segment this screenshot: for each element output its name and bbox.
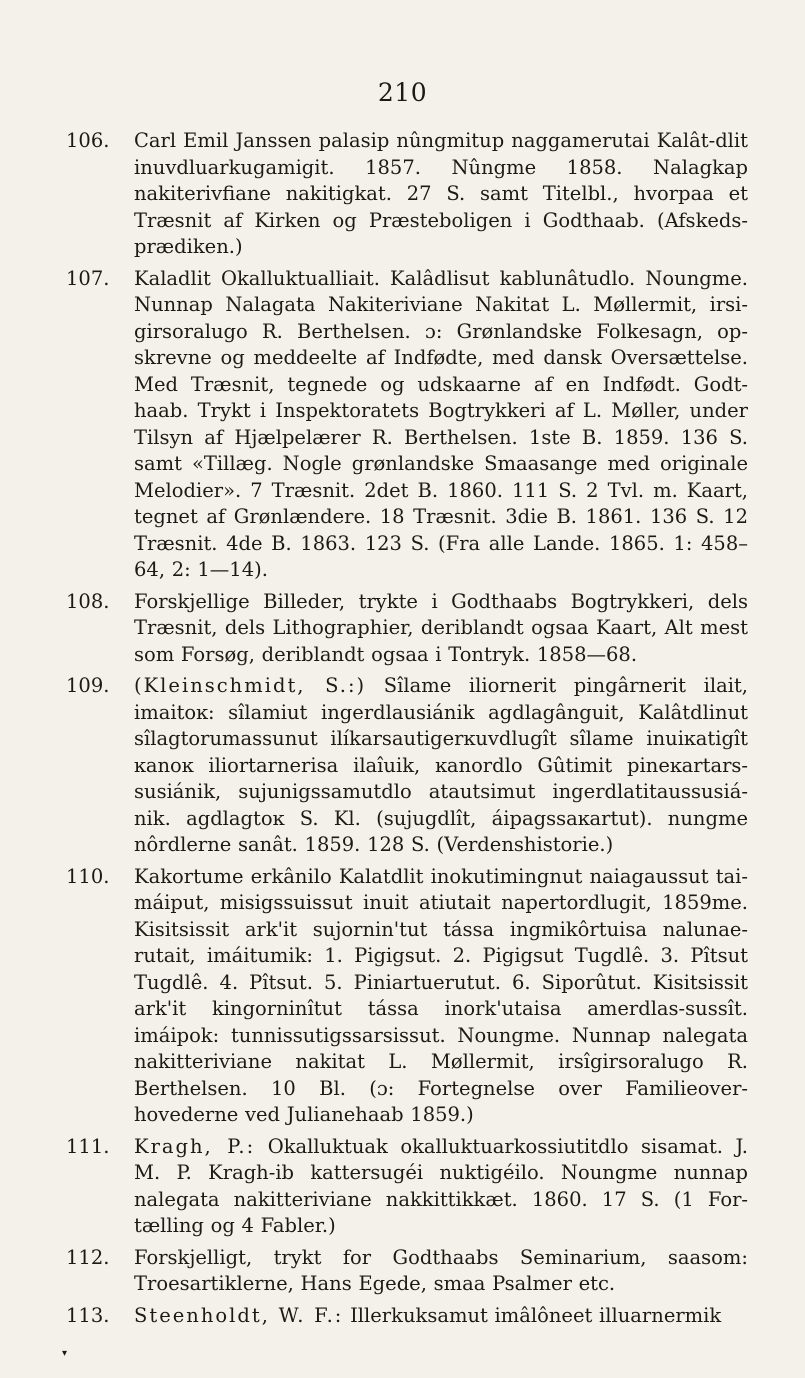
page-number: 210 — [377, 78, 428, 107]
entry-text: Illerkuksamut imâlôneet illuarnermik — [350, 1303, 722, 1327]
entry-number: 113. — [66, 1303, 110, 1327]
entry-text: Forskjellige Billeder, trykte i Godthaabs Bogtrykkeri, dels Træsnit, dels Lithographier, deriblandt ogsaa Kaart, Alt mest som Forsøg, deriblandt ogsaa i Tontryk. 1858—68. — [134, 589, 748, 666]
entry-number: 110. — [66, 864, 110, 888]
entry-106 — [66, 128, 748, 261]
entry-text: Sîlame iliornerit pingârnerit ilait, imaitoĸ: sîlamiut ingerdlausiánik agdlagânguit, Kalâtdlinut sîlagtorumassunut ilíkarsautigerĸuvdlugît sîlame inuiĸatigît ĸanoĸ iliortarnerisa ilaîuik, ĸanordlo Gûtimit pineĸartars-susiánik, sujunigssamutdlo atautsimut ingerdlatitaussusiá-nik. agdlagtoĸ S. Kl. (sujugdlît, áipagssaĸartut). nungme nôrdlerne sanât. 1859. 128 S. (Verdenshistorie.) — [134, 674, 749, 856]
entry-body — [134, 1303, 748, 1330]
entry-112 — [66, 1245, 748, 1298]
entry-113 — [66, 1303, 748, 1330]
printer-mark-icon: ▾ — [62, 1348, 68, 1359]
entry-number: 106. — [66, 129, 110, 152]
entry-text: Forskjelligt, trykt for Godthaabs Seminarium, saasom: Troesartiklerne, Hans Egede, smaa Psalmer etc. — [134, 1245, 748, 1295]
entry-text: Kaladlit Okalluktualliait. Kalâdlisut kablunâtudlo. Noungme. Nunnap Nalagata Nakiteriviane Nakitat L. Møllermit, irsi-girsoralugo R. Berthelsen. ɔ: Grønlandske Folkesagn, op-skrevne og meddeelte af Indfødte, med dansk Oversættelse. Med Træsnit, tegnede og udskaarne af en Indfødt. Godt-haab. Trykt i Inspektoratets Bogtrykkeri af L. Møller, under Tilsyn af Hjælpelærer R. Berthelsen. 1ste B. 1859. 136 S. samt «Tillæg. Nogle grønlandske Smaasange med originale Melodier». 7 Træsnit. 2det B. 1860. 111 S. 2 Tvl. m. Kaart, tegnet af Grønlændere. 18 Træsnit. 3die B. 1861. 136 S. 12 Træsnit. 4de B. 1863. 123 S. (Fra alle Lande. 1865. 1: 458–64, 2: 1—14). — [134, 266, 748, 581]
entry-107 — [66, 266, 748, 584]
entry-body — [134, 673, 748, 859]
entry-110 — [66, 864, 748, 1129]
entry-109 — [66, 673, 748, 859]
entry-text: Okalluktuak okalluktuarkossiutitdlo sisamat. J. M. P. Kragh-ib kattersugéi nuktigéilo. Noungme nunnap nalegata nakitteriviane nakkittikkæt. 1860. 17 S. (1 For-tælling og 4 Fabler.) — [134, 1134, 748, 1237]
entry-number: 109. — [66, 674, 110, 697]
entry-111 — [66, 1134, 748, 1240]
entry-number: 107. — [66, 266, 110, 290]
entry-author: Kragh, P.: — [134, 1134, 256, 1158]
entry-author: (Kleinschmidt, S.:) — [134, 674, 367, 697]
entry-author: Steenholdt, W. F.: — [134, 1303, 344, 1327]
entry-text: Carl Emil Janssen palasip nûngmitup naggamerutai Kalât-dlit inuvdluarkugamigit. 1857. Nûngme 1858. Nalagkap nakiterivfiane nakitigkat. 27 S. samt Titelbl., hvorpaa et Træsnit af Kirken og Præsteboligen i Godthaab. (Afskeds-prædiken.) — [134, 129, 748, 258]
entry-number: 111. — [66, 1134, 110, 1158]
entry-number: 112. — [66, 1245, 110, 1269]
entry-text: Kakortume erkânilo Kalatdlit inokutimingnut naiagaussut tai-máiput, misigssuissut inuit atiutait napertordlugit, 1859me. Kisitsissit ark'it sujornin'tut tássa ingmikôrtuisa nalunae-rutait, imáitumik: 1. Pigigsut. 2. Pigigsut Tugdlê. 3. Pîtsut Tugdlê. 4. Pîtsut. 5. Piniartuerutut. 6. Siporûtut. Kisitsissit ark'it kingorninîtut tássa inork'utaisa amerdlas-sussît. imáipok: tunnissutigssarsissut. Noungme. Nunnap nalegata nakitteriviane nakitat L. Møllermit, irsîgirsoralugo R. Berthelsen. 10 Bl. (ɔ: Fortegnelse over Familieover-hovederne ved Julianehaab 1859.) — [134, 864, 748, 1126]
entry-108 — [66, 589, 748, 669]
entry-number: 108. — [66, 589, 110, 613]
bibliography-list — [66, 128, 748, 1334]
entry-body — [134, 1134, 748, 1240]
